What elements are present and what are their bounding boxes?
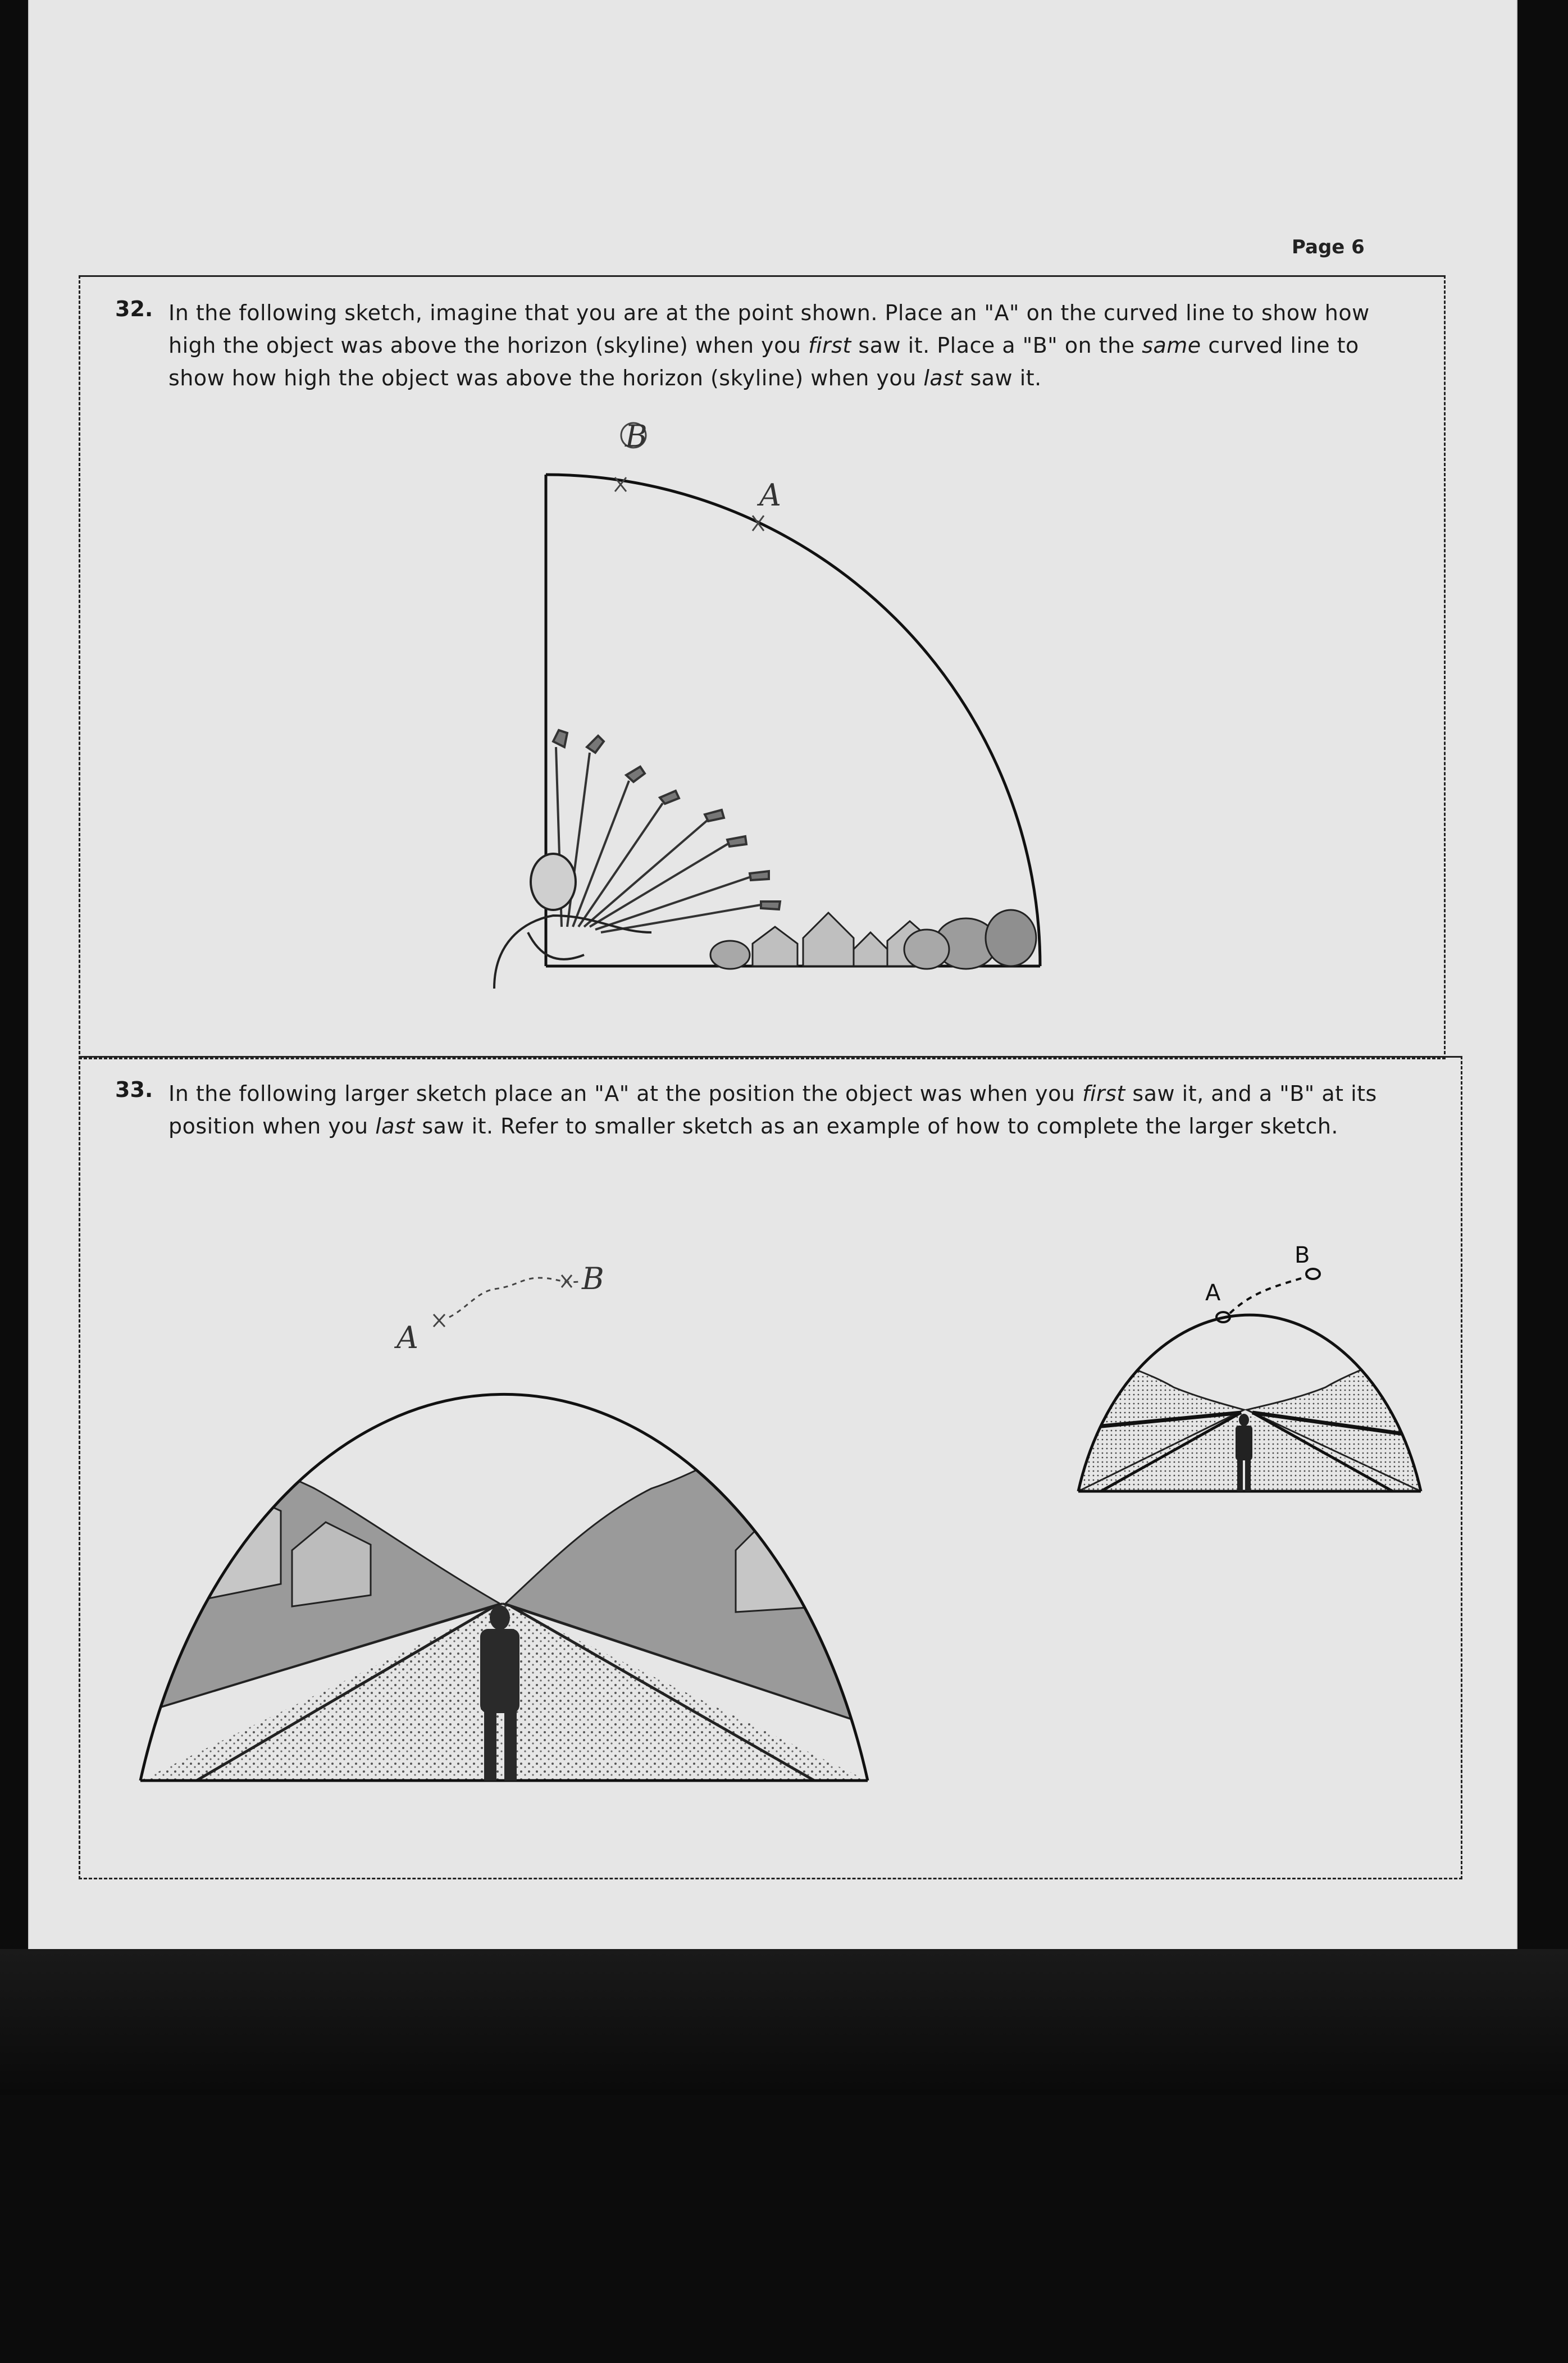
page-number: Page 6 [1292,236,1365,258]
small-sketch-a-label: A [1205,1280,1221,1306]
question-33-panel [79,1056,1462,1879]
question-32-line-2: high the object was above the horizon (skyline) when you first saw it. Place a "B" on the same curved line to [168,333,1359,358]
large-sketch-b-label: B [582,1261,604,1296]
question-33-number: 33. [115,1077,153,1102]
question-32-line-3: show how high the object was above the horizon (skyline) when you last saw it. [168,366,1042,390]
question-33-line-2: position when you last saw it. Refer to smaller sketch as an example of how to complete the larger sketch. [168,1114,1339,1139]
question-32-line-1: In the following sketch, imagine that you are at the point shown. Place an "A" on the curved line to show how [168,301,1370,325]
b-mark-label: B [625,418,648,454]
question-33-text [168,1077,1443,1142]
a-mark-label: A [759,477,781,513]
large-sketch-a-label: A [396,1320,418,1355]
question-32-number: 32. [115,297,153,321]
question-33-line-1: In the following larger sketch place an "A" at the position the object was when you first saw it, and a "B" at its [168,1081,1377,1106]
backing-card [0,1949,1568,2095]
small-sketch-b-label: B [1294,1242,1310,1268]
question-32-text [168,297,1421,394]
